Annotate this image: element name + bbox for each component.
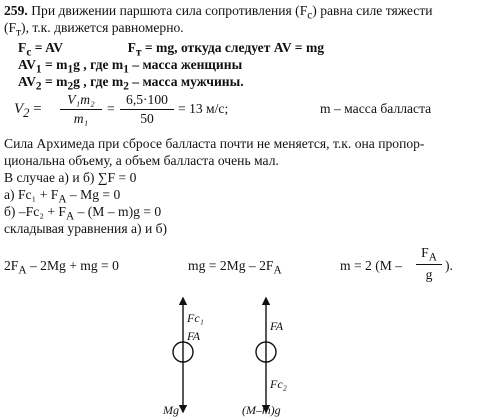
e2: mg = 2Mg – 2F <box>188 258 274 273</box>
f3-sub3: 2 <box>123 80 129 93</box>
v2-symbol: V <box>14 101 24 117</box>
frac2-den: 50 <box>140 111 154 126</box>
text-line-6: складывая уравнения а) и б) <box>4 221 168 236</box>
eq2-sign: = <box>107 101 115 116</box>
p4-sub: A <box>58 193 67 206</box>
f2-end: g , где m <box>73 57 124 72</box>
final-eq-2 <box>188 258 282 279</box>
f2: AV <box>18 57 36 72</box>
f3-mid: = m <box>41 74 68 89</box>
e1-sub: A <box>18 264 27 277</box>
right-label-fc2: Fc₂ <box>270 377 287 391</box>
left-label-fa: FA <box>187 329 201 343</box>
f3-sub1: 2 <box>35 80 42 93</box>
final-frac-num <box>416 245 442 264</box>
f1d: = mg, откуда следует AV = mg <box>141 40 325 55</box>
f2-sub1: 1 <box>35 63 42 76</box>
final-eq-close: ). <box>445 258 453 273</box>
v2-result: = 13 м/с; <box>178 101 229 116</box>
problem-text-2-end: ), т.к. движется равномерно. <box>21 20 184 35</box>
f1a-sub: c <box>26 46 32 59</box>
f3-tail: – масса мужчины. <box>128 74 244 89</box>
f2-tail: – масса женщины <box>128 57 243 72</box>
v2-lhs <box>14 102 42 121</box>
f3: AV <box>18 74 36 89</box>
left-body-diagram <box>162 298 204 417</box>
e1: 2F <box>4 258 19 273</box>
p5-end: – (M – m)g = 0 <box>74 204 162 219</box>
problem-number: 259. <box>4 3 28 18</box>
ballast-note: m – масса балласта <box>320 101 432 116</box>
text-line-1: Сила Архимеда при сбросе балласта почти не меняется, т.к. она пропор- <box>4 136 425 151</box>
frac2-num: 6,5·100 <box>126 92 168 107</box>
problem-text-1-end: ) равна силе тяжести <box>312 3 433 18</box>
final-eq-3: m = 2 (M – <box>340 258 403 273</box>
force-diagram <box>0 290 504 420</box>
text-line-2: циональна объему, а объем балласта очень мал. <box>4 153 279 168</box>
final-frac-bar <box>416 264 442 265</box>
frac1-bar <box>60 109 102 110</box>
left-label-mg: Mg <box>163 403 179 417</box>
f1c: F <box>127 40 136 55</box>
p5-sub: A <box>66 210 75 223</box>
left-label-fc1: Fc₁ <box>187 311 204 325</box>
f1c-sub: т <box>135 46 142 59</box>
f1a: F <box>18 40 27 55</box>
frac2-bar <box>120 109 174 110</box>
v2-eq: = <box>29 101 42 117</box>
final-frac-den: g <box>425 267 433 282</box>
p5: б) –Fc₂ + F <box>4 204 66 219</box>
frac1-num: V₁m₂ <box>67 92 95 107</box>
right-label-fa: FA <box>270 319 284 333</box>
right-label-mmg: (M–m)g <box>242 403 281 417</box>
final-eq-1 <box>4 258 119 279</box>
problem-text-1: При движении паршюта сила сопротивления (F <box>31 3 308 18</box>
problem-line-2 <box>4 20 184 41</box>
right-body-diagram <box>242 298 287 417</box>
f1b: = AV <box>31 40 63 55</box>
p4: а) Fc₁ + F <box>4 187 59 202</box>
f3-end: g , где m <box>73 74 124 89</box>
f3-sub2: 2 <box>67 80 74 93</box>
e3-num: F <box>421 245 429 260</box>
problem-sub-2: т <box>16 26 22 39</box>
e1-end: – 2Mg + mg = 0 <box>26 258 119 273</box>
problem-sub-1: c <box>307 9 313 22</box>
e3-num-sub: A <box>428 251 437 264</box>
problem-text-2: (F <box>4 20 17 35</box>
p4-end: – Mg = 0 <box>66 187 121 202</box>
f2-sub3: 1 <box>123 63 129 76</box>
e2-sub: A <box>273 264 282 277</box>
text-line-3: В случае а) и б) ∑F = 0 <box>4 170 137 185</box>
v2-sub: 2 <box>23 106 30 120</box>
f2-mid: = m <box>41 57 68 72</box>
f2-sub2: 1 <box>67 63 74 76</box>
frac1-den: m₁ <box>73 111 89 126</box>
